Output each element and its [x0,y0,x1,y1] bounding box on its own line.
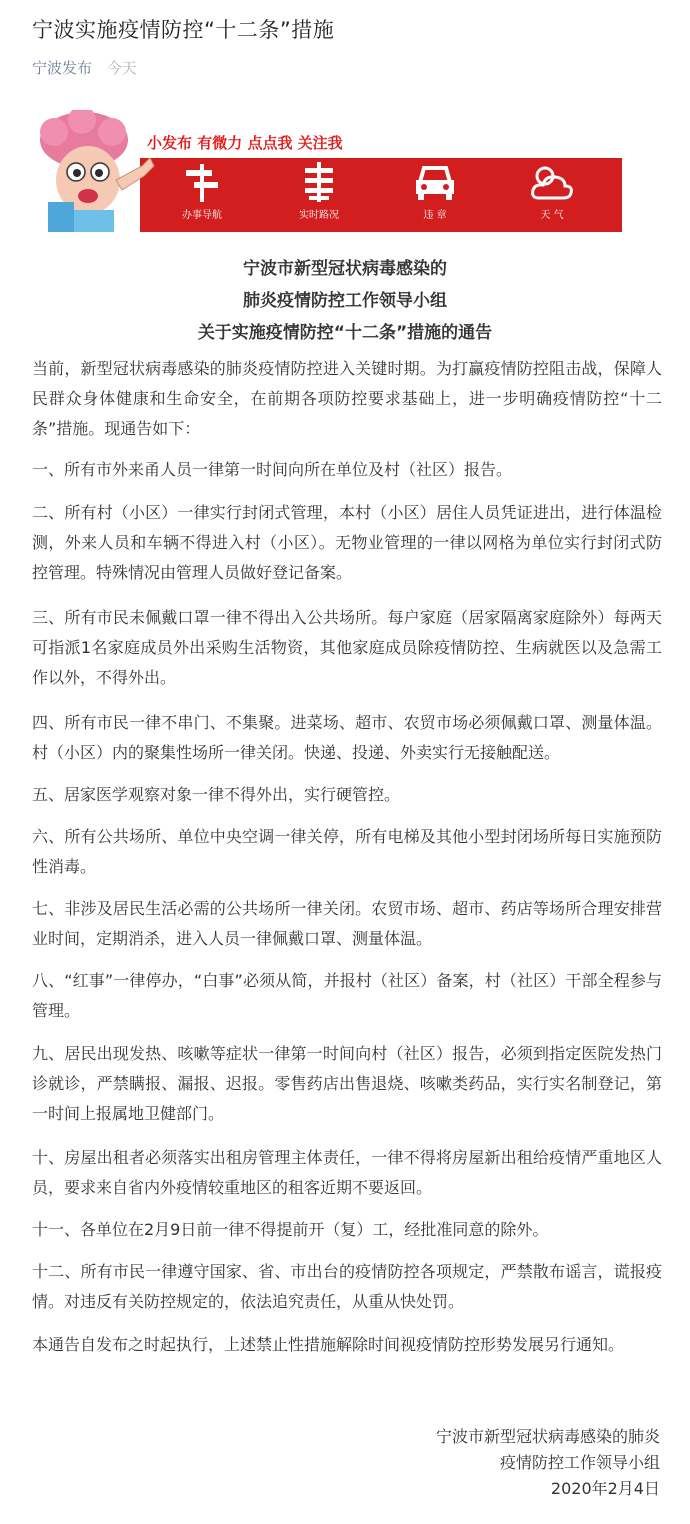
notice-item-1: 一、所有市外来甬人员一律第一时间向所在单位及村（社区）报告。 [32,460,513,479]
car-icon [412,160,458,204]
notice-item-6: 六、所有公共场所、单位中央空调一律关停，所有电梯及其他小型封闭场所每日实施预防性消毒。 [32,827,662,876]
notice-heading-line: 宁波市新型冠状病毒感染的 [243,259,447,279]
notice-item-3: 三、所有市民未佩戴口罩一律不得出入公共场所。每户家庭（居家隔离家庭除外）每两天可指派1名家庭成员外出采购生活物资，其他家庭成员除疫情防控、生病就医以及急需工作以外，不得外出。 [32,608,662,687]
nav-label: 办事导航 [182,210,222,221]
mascot-icon [32,110,160,232]
nav-signpost[interactable] [162,160,242,221]
signature-line: 宁波市新型冠状病毒感染的肺炎 [435,1427,660,1446]
notice-item-2: 二、所有村（小区）一律实行封闭式管理，本村（小区）居住人员凭证进出，进行体温检测，外来人员和车辆不得进入村（小区）。无物业管理的一律以网格为单位实行封闭式防控管理。特殊情况由管理人员做好登记备案。 [32,503,662,582]
nav-weather[interactable] [512,160,592,221]
banner-slogan: 小发布 有微力 点点我 关注我 [147,134,343,152]
nav-label: 实时路况 [299,210,339,221]
notice-item-9: 九、居民出现发热、咳嗽等症状一律第一时间向村（社区）报告，必须到指定医院发热门诊就诊，严禁瞒报、漏报、迟报。零售药店出售退烧、咳嗽类药品，实行实名制登记，第一时间上报属地卫健部门。 [32,1044,662,1123]
nav-violation[interactable] [395,160,475,221]
notice-heading-line: 肺炎疫情防控工作领导小组 [243,291,447,311]
cloud-icon [529,160,575,204]
notice-item-7: 七、非涉及居民生活必需的公共场所一律关闭。农贸市场、超市、药店等场所合理安排营业时间，定期消杀，进入人员一律佩戴口罩、测量体温。 [32,899,662,948]
notice-item-10: 十、房屋出租者必须落实出租房管理主体责任，一律不得将房屋新出租给疫情严重地区人员，要求来自省内外疫情较重地区的租客近期不要返回。 [32,1148,662,1197]
notice-heading-line: 关于实施疫情防控“十二条”措施的通告 [197,323,493,343]
article-meta [32,57,137,78]
notice-item-11: 十一、各单位在2月9日前一律不得提前开（复）工，经批准同意的除外。 [32,1220,549,1239]
notice-item-5: 五、居家医学观察对象一律不得外出，实行硬管控。 [32,785,401,804]
nav-label: 违 章 [423,210,447,221]
nav-label: 天 气 [540,210,564,221]
notice-item-8: 八、“红事”一律停办，“白事”必须从简，并报村（社区）备案，村（社区）干部全程参与管理。 [32,971,662,1020]
publish-date: 今天 [106,59,137,77]
notice-intro: 当前，新型冠状病毒感染的肺炎疫情防控进入关键时期。为打赢疫情防控阻击战，保障人民群众身体健康和生命安全，在前期各项防控要求基础上，进一步明确疫情防控“十二条”措施。现通告如下： [32,359,662,438]
nav-traffic[interactable] [279,160,359,221]
notice-item-4: 四、所有市民一律不串门、不集聚。进菜场、超市、农贸市场必须佩戴口罩、测量体温。村（小区）内的聚集性场所一律关闭。快递、投递、外卖实行无接触配送。 [32,713,662,762]
traffic-light-icon [299,160,339,204]
source-link[interactable]: 宁波发布 [32,59,93,77]
signature-date: 2020年2月4日 [550,1479,660,1498]
signature-line: 疫情防控工作领导小组 [499,1453,660,1472]
signpost-icon [182,160,222,204]
notice-closing: 本通告自发布之时起执行，上述禁止性措施解除时间视疫情防控形势发展另行通知。 [32,1335,625,1354]
article-title: 宁波实施疫情防控“十二条”措施 [32,18,335,42]
follow-banner[interactable] [32,110,622,232]
notice-item-12: 十二、所有市民一律遵守国家、省、市出台的疫情防控各项规定，严禁散布谣言，谎报疫情。对违反有关防控规定的，依法追究责任，从重从快处罚。 [32,1262,662,1311]
